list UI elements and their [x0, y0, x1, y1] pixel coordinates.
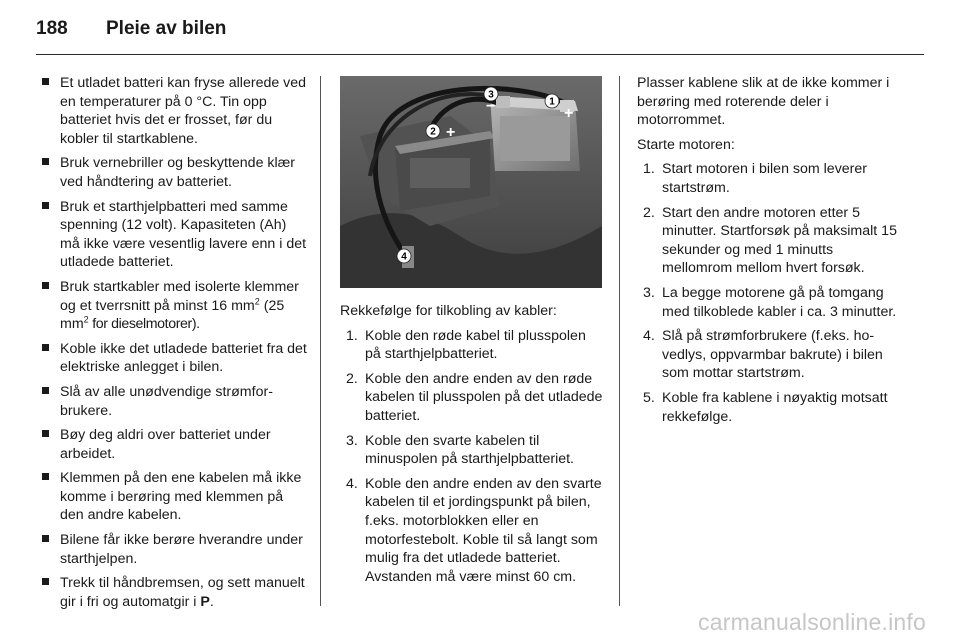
- bullet-item: Klemmen på den ene kabelen må ikke komme i berøring med klemmen på den andre kabelen.: [40, 469, 308, 525]
- cable-order-intro: Rekkefølge for tilkobling av kabler:: [340, 303, 557, 319]
- callout-2: [426, 124, 440, 138]
- bullet-square-icon: [42, 202, 49, 209]
- plus-icon: +: [564, 105, 574, 122]
- bullet-square-icon: [42, 473, 49, 480]
- list-item: 2. Koble den andre enden av den røde kabelen til plusspolen på det utladede batteriet.: [346, 370, 603, 424]
- page-title: Pleie av bilen: [106, 18, 227, 39]
- header-rule: [36, 54, 924, 55]
- bullet-square-icon: [42, 282, 49, 289]
- bullet-item: Bøy deg aldri over batteriet under arbeidet.: [40, 426, 308, 463]
- placement-intro: Plasser kablene slik at de ikke kommer i berøring med roterende deler i motorrommet.: [637, 75, 890, 129]
- callout-4: [397, 249, 411, 263]
- negative-terminal-clamp: [496, 96, 510, 108]
- bullet-item-cables: Bruk startkabler med isolerte klemmer og et tverrsnitt på minst 16 $mm^2$ (25 $mm^2$ for dieselmotorer).: [40, 278, 308, 334]
- bullet-square-icon: [42, 535, 49, 542]
- column-divider-left: [320, 76, 321, 606]
- list-item: 3. La begge motorene gå på tomgang med tilkoblede kabler i ca. 3 minutter.: [643, 284, 897, 320]
- plus-icon: +: [446, 124, 456, 141]
- bullet-square-icon: [42, 344, 49, 351]
- bullet-item: Koble ikke det utladede batteriet fra det elektriske anlegget i bilen.: [40, 340, 308, 377]
- list-item: 1. Koble den røde kabel til plusspolen på starthjelpbatteriet.: [346, 327, 586, 363]
- bullet-item: Bilene får ikke berøre hverandre under starthjelpen.: [40, 531, 308, 568]
- page-number: 188: [36, 18, 68, 39]
- bullet-item: Et utladet batteri kan fryse allerede ved en temperaturer på 0 °C. Tin opp batteriet hvis det er frosset, før du kobler til startkablene.: [40, 74, 308, 148]
- page-header: [36, 18, 226, 50]
- bullet-item: Bruk vernebriller og beskyttende klær ved håndtering av batteriet.: [40, 154, 308, 191]
- bullet-square-icon: [42, 78, 49, 85]
- bullet-square-icon: [42, 158, 49, 165]
- start-engine-label: Starte motoren:: [637, 136, 735, 153]
- bullet-item: Slå av alle unødvendige strømforbrukere.: [40, 383, 308, 420]
- svg-text:3: 3: [488, 89, 494, 101]
- column-divider-right: [619, 76, 620, 606]
- list-item: 2. Start den andre motoren etter 5 minutter. Startforsøk på maksimalt 15 sekunder og med 1 minutts mellomrom mellom hvert forsøk.: [643, 204, 897, 277]
- list-item: 4. Koble den andre enden av den svarte kabelen til et jordingspunkt på bilen, f.eks. motorblokken eller en motorfestebolt. Koble til så langt som mulig fra det utladede batteriet. Avstanden må være minst 60 cm.: [346, 475, 602, 585]
- bullet-item-handbrake: Trekk til håndbremsen, og sett manuelt gir i fri og automatgir i P.: [40, 574, 308, 611]
- svg-text:2: 2: [430, 126, 436, 138]
- minus-icon: −: [486, 98, 496, 115]
- bullet-square-icon: [42, 387, 49, 394]
- middle-column: [340, 302, 604, 592]
- svg-text:4: 4: [401, 251, 407, 263]
- callout-1: [545, 94, 559, 108]
- list-item: 5. Koble fra kablene i nøyaktig motsatt rekkefølge.: [643, 389, 888, 425]
- bullet-square-icon: [42, 430, 49, 437]
- bullet-square-icon: [42, 578, 49, 585]
- bullet-item: Bruk et starthjelpbatteri med samme spenning (12 volt). Kapasiteten (Ah) må ikke være vesentlig lavere enn i det utladede batteriet.: [40, 198, 308, 272]
- list-item: 4. Slå på strømforbrukere (f.eks. hovedlys, oppvarmbar bakrute) i bilen som mottar startstrøm.: [643, 328, 883, 382]
- svg-text:1: 1: [549, 96, 555, 108]
- list-item: 1. Start motoren i bilen som leverer startstrøm.: [643, 161, 868, 196]
- list-item: 3. Koble den svarte kabelen til minuspolen på starthjelpbatteriet.: [346, 432, 574, 468]
- start-steps-list: [637, 160, 905, 426]
- cable-steps-list: [340, 327, 604, 587]
- right-column: [637, 74, 905, 432]
- watermark: carmanualsonline.info: [698, 609, 926, 635]
- left-column: [40, 74, 308, 617]
- battery-jump-start-illustration: [340, 76, 602, 288]
